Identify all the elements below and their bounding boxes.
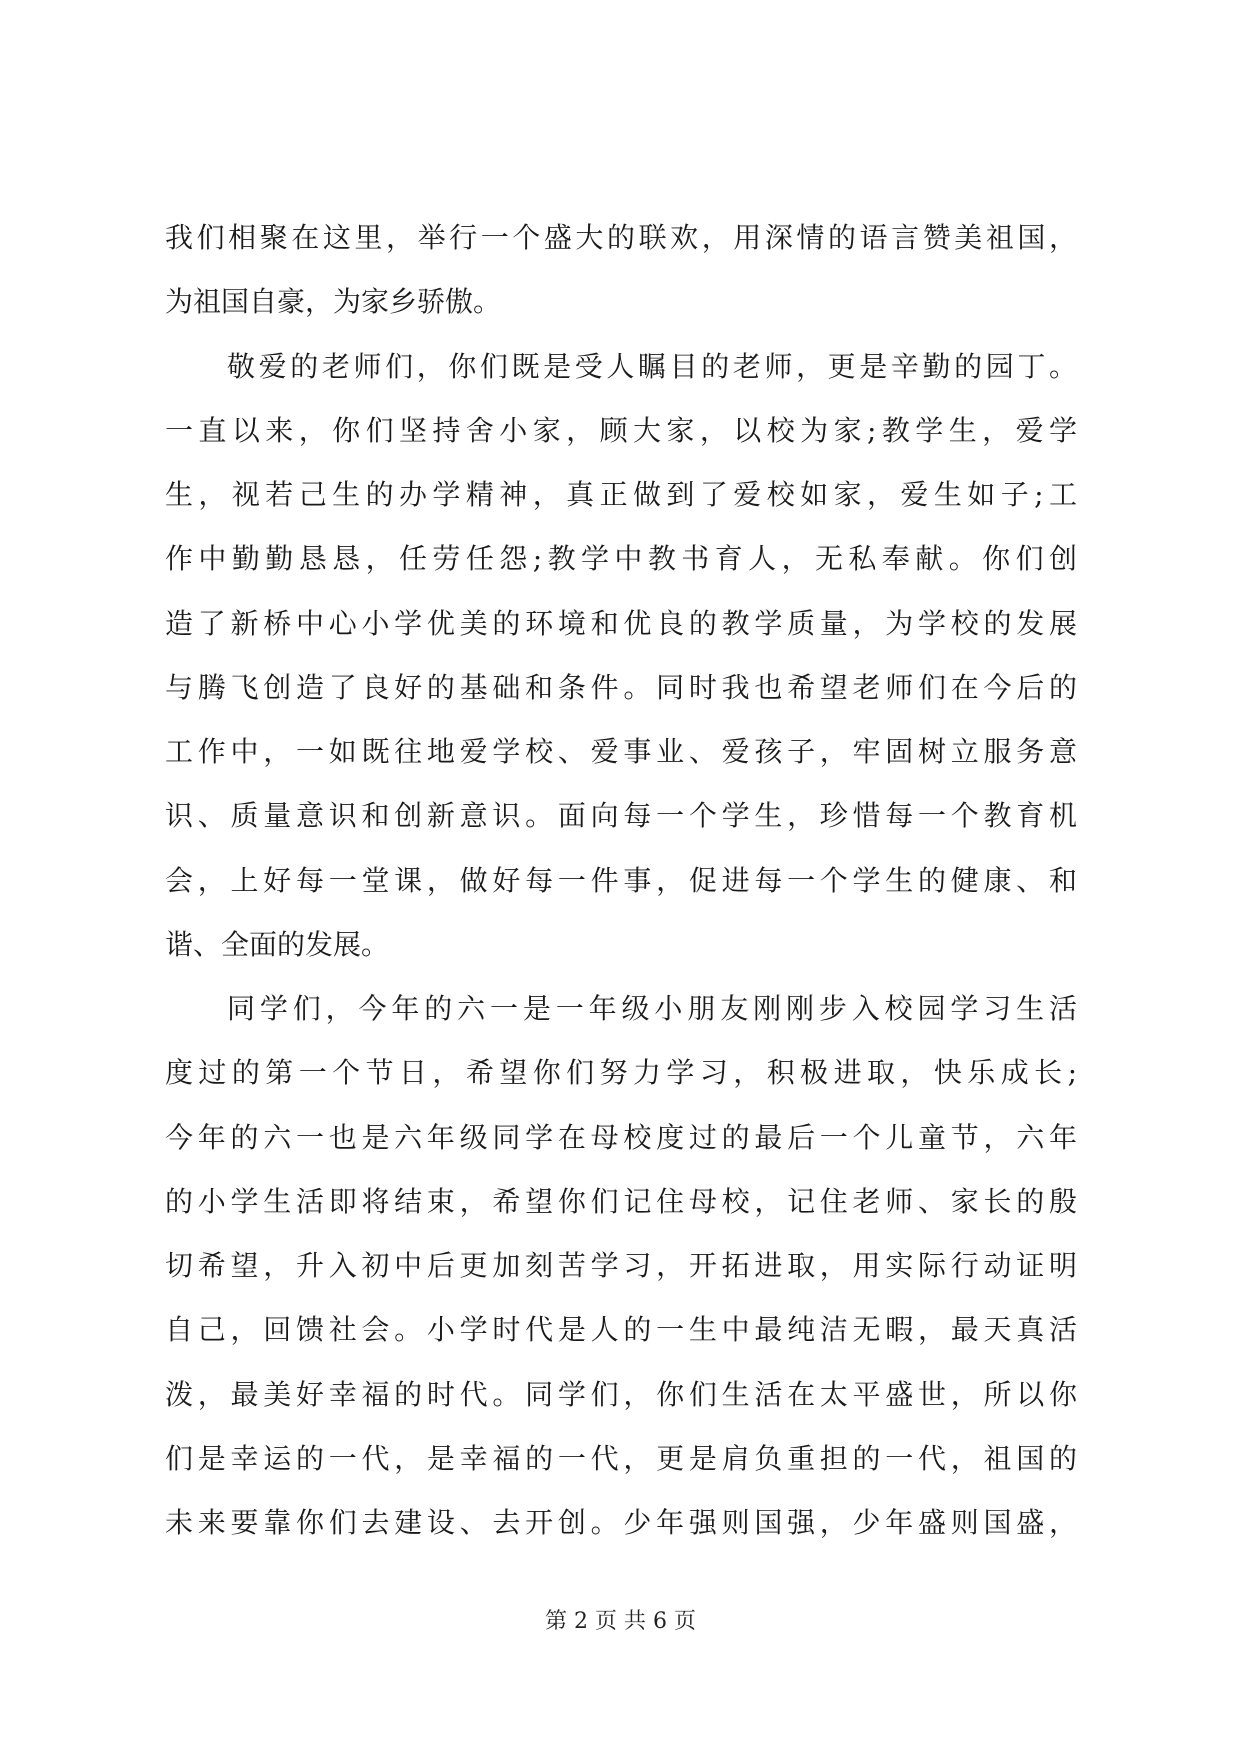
text-line: 与腾飞创造了良好的基础和条件。同时我也希望老师们在今后的: [165, 670, 1077, 704]
text-line: 为祖国自豪，为家乡骄傲。: [165, 285, 502, 319]
text-line: 的小学生活即将结束，希望你们记住母校，记住老师、家长的殷: [165, 1184, 1077, 1218]
text-line: 工作中，一如既往地爱学校、爱事业、爱孩子，牢固树立服务意: [165, 735, 1077, 768]
page-footer: 第 2 页 共 6 页: [545, 1609, 696, 1634]
text-line: 度过的第一个节日，希望你们努力学习，积极进取，快乐成长;: [165, 1056, 1077, 1090]
text-line: 们是幸运的一代，是幸福的一代，更是肩负重担的一代，祖国的: [165, 1441, 1077, 1475]
text-line: 未来要靠你们去建设、去开创。少年强则国强，少年盛则国盛，: [165, 1506, 1077, 1539]
text-line: 敬爱的老师们，你们既是受人瞩目的老师，更是辛勤的园丁。: [227, 349, 1077, 383]
text-line: 会，上好每一堂课，做好每一件事，促进每一个学生的健康、和: [165, 863, 1077, 897]
text-line: 自己，回馈社会。小学时代是人的一生中最纯洁无暇，最天真活: [165, 1313, 1077, 1347]
text-line: 造了新桥中心小学优美的环境和优良的教学质量，为学校的发展: [165, 606, 1077, 640]
text-line: 识、质量意识和创新意识。面向每一个学生，珍惜每一个教育机: [165, 799, 1077, 833]
document-body: [165, 206, 1077, 1555]
text-line: 切希望，升入初中后更加刻苦学习，开拓进取，用实际行动证明: [165, 1249, 1077, 1282]
text-line: 同学们，今年的六一是一年级小朋友刚刚步入校园学习生活: [227, 992, 1077, 1025]
text-line: 今年的六一也是六年级同学在母校度过的最后一个儿童节，六年: [165, 1120, 1077, 1154]
text-line: 泼，最美好幸福的时代。同学们，你们生活在太平盛世，所以你: [165, 1377, 1077, 1411]
text-line: 作中勤勤恳恳，任劳任怨;教学中教书育人，无私奉献。你们创: [165, 542, 1077, 576]
text-line: 谐、全面的发展。: [165, 927, 390, 961]
text-line: 我们相聚在这里，举行一个盛大的联欢，用深情的语言赞美祖国，: [165, 221, 1077, 254]
text-line: 生，视若己生的办学精神，真正做到了爱校如家，爱生如子;工: [165, 478, 1077, 511]
text-line: 一直以来，你们坚持舍小家，顾大家，以校为家;教学生，爱学: [165, 413, 1077, 447]
